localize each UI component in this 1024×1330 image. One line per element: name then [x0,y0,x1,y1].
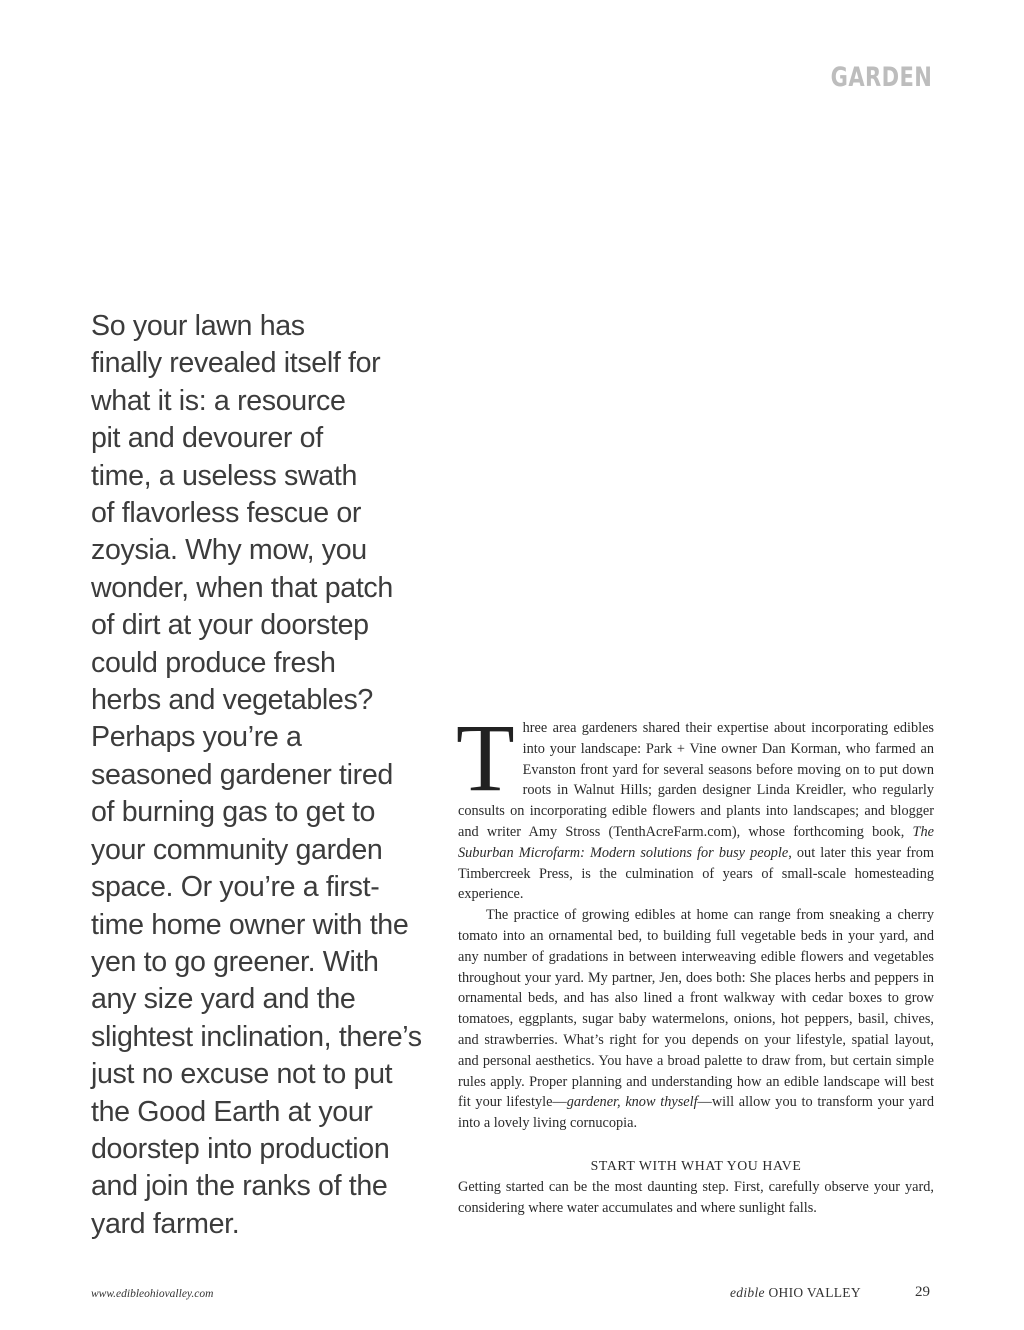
pull-quote-line: yen to go greener. With [91,945,379,978]
pull-quote-line: space. Or you’re a first- [91,871,380,904]
article-paragraph-1 [456,704,934,905]
pull-quote-line: of flavorless fescue or [91,497,362,530]
paragraph-1-text-a: hree area gardeners shared their expertise about incorporating edibles into your landscape: Park + Vine owner Dan Korman, who farmed an Evanston front yard for several seasons before moving on to put down roots in Walnut Hills; garden designer Linda Kreidler, who regularly consults on incorporating edible flowers and plants into landscapes; and blogger and writer Amy Stross (TenthAcreFarm.com), whose forthcoming book, [458,720,934,840]
article-paragraph-3: Getting started can be the most daunting step. First, carefully observe your yard, considering where water accumulates and where sunlight falls. [458,1178,934,1216]
pull-quote-line: the Good Earth at your [91,1095,373,1128]
pull-quote-line: herbs and vegetables? [91,684,373,717]
pull-quote-line: your community garden [91,833,383,866]
paragraph-1-text-b: , out later this year from Timbercreek Press, is the culmination of years of small-scale homesteading experience. [458,844,934,903]
pull-quote-line: Perhaps you’re a [91,721,302,754]
drop-cap: T [456,704,515,811]
pull-quote-line: slightest inclination, there’s [91,1020,422,1053]
pull-quote-line: and join the ranks of the [91,1170,388,1203]
paragraph-2-text-a: The practice of growing edibles at home can range from sneaking a cherry tomato into an ornamental bed, to building full vegetable beds in your yard, and any number of gradations in between interweaving edible flowers and vegetables throughout your yard. My partner, Jen, does both: She places herbs and peppers in ornamental beds, and has also lined a front walkway with cedar boxes to grow tomatoes, eggplants, sugar baby watermelons, onions, hot peppers, basil, chives, and strawberries. What’s right for you depends on your lifestyle, spatial layout, and personal aesthetics. You have a broad palette to draw from, but certain simple rules apply. Proper planning and understanding how an edible landscape will best fit your lifestyle— [458,907,934,1111]
pull-quote-line: time, a useless swath [91,459,357,492]
section-label: GARDEN [830,62,932,93]
footer-url: www.edibleohiovalley.com [91,1288,214,1300]
pull-quote-line: zoysia. Why mow, you [91,534,367,567]
pull-quote [91,308,441,1243]
paragraph-2-text-b: —will allow you to transform your yard into a lovely living cornucopia. [458,1094,934,1132]
footer-magazine-name [730,1285,861,1301]
pull-quote-line: finally revealed itself for [91,347,381,380]
pull-quote-line: of burning gas to get to [91,796,376,829]
pull-quote-line: yard farmer. [91,1207,240,1240]
article-body [456,704,934,1218]
pull-quote-line: just no excuse not to put [91,1058,393,1091]
subheading: START WITH WHAT YOU HAVE [590,1157,802,1173]
pull-quote-line: any size yard and the [91,983,356,1016]
pull-quote-line: what it is: a resource [91,384,346,417]
magazine-name-italic: edible [730,1285,765,1300]
paragraph-2-emphasis: gardener, know thyself [566,1094,698,1111]
pull-quote-line: time home owner with the [91,908,409,941]
pull-quote-line: So your lawn has [91,310,305,342]
pull-quote-line: pit and devourer of [91,422,323,455]
pull-quote-line: doorstep into production [91,1132,390,1165]
pull-quote-line: seasoned gardener tired [91,758,393,791]
page-number: 29 [915,1284,930,1300]
pull-quote-line: of dirt at your doorstep [91,609,369,642]
magazine-name-rest: OHIO VALLEY [764,1285,861,1300]
pull-quote-line: could produce fresh [91,646,336,679]
book-title: The Suburban Microfarm: Modern solutions for busy people [458,823,934,861]
article-paragraph-2 [458,905,934,1134]
pull-quote-line: wonder, when that patch [91,571,393,604]
